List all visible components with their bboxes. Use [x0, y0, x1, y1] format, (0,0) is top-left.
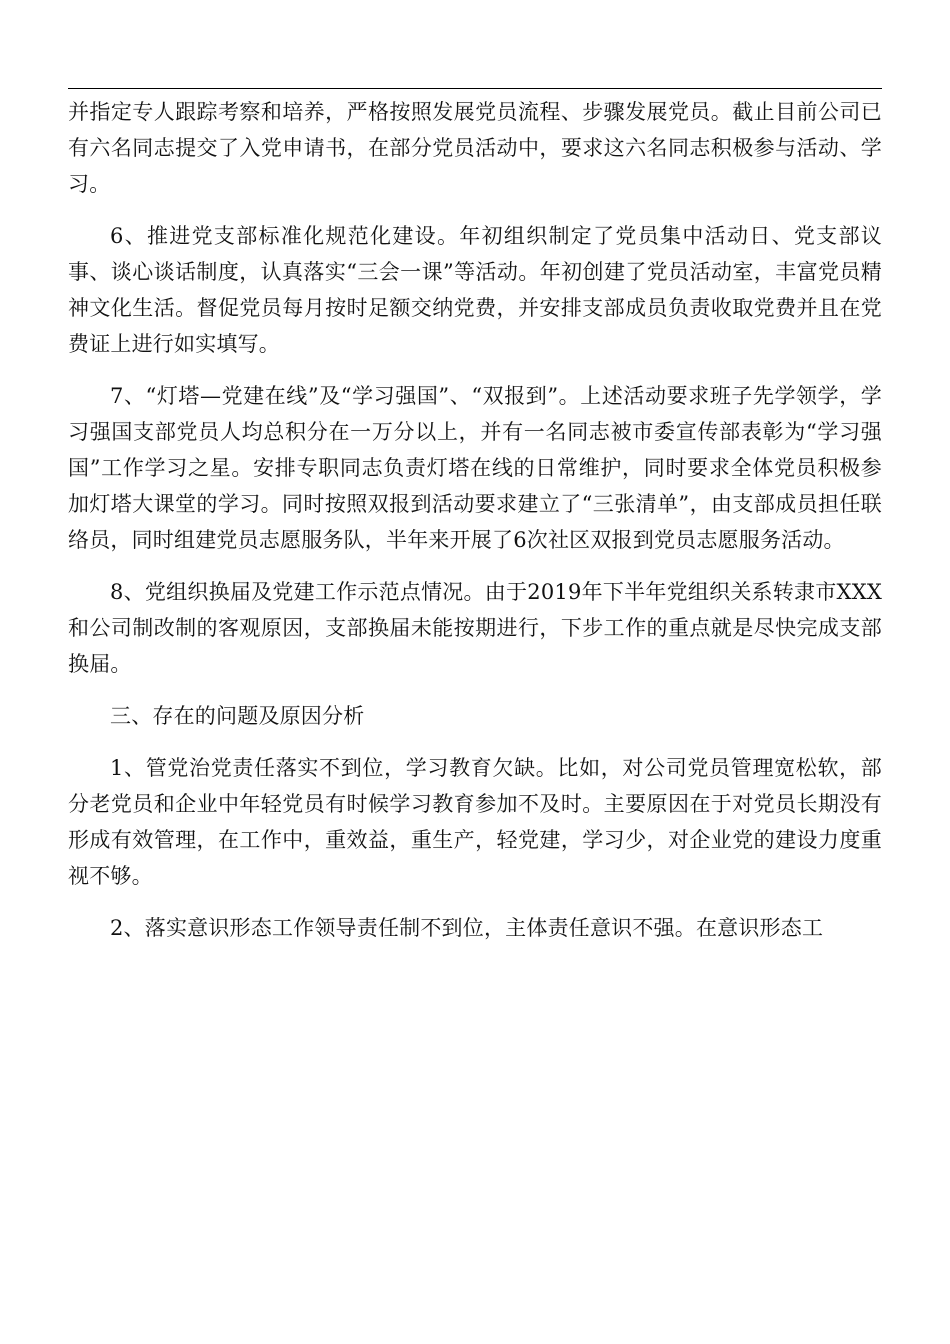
- section-heading-problems: 三、存在的问题及原因分析: [110, 704, 365, 728]
- paragraph-problem-1: 1、管党治党责任落实不到位，学习教育欠缺。比如，对公司党员管理宽松软，部分老党员和企业中年轻党员有时候学习教育参加不及时。主要原因在于对党员长期没有形成有效管理，在工作中，重效益，重生产，轻党建，学习少，对企业党的建设力度重视不够。: [68, 756, 882, 888]
- document-body: [68, 94, 882, 946]
- paragraph-problem-2: 2、落实意识形态工作领导责任制不到位，主体责任意识不强。在意识形态工: [110, 916, 824, 940]
- paragraph-item-8: 8、党组织换届及党建工作示范点情况。由于2019年下半年党组织关系转隶市XXX和公司制改制的客观原因，支部换届未能按期进行，下步工作的重点就是尽快完成支部换届。: [68, 580, 882, 676]
- paragraph-continuation: 并指定专人跟踪考察和培养，严格按照发展党员流程、步骤发展党员。截止目前公司已有六名同志提交了入党申请书，在部分党员活动中，要求这六名同志积极参与活动、学习。: [68, 100, 882, 196]
- header-rule: [68, 88, 882, 89]
- paragraph-item-6: 6、推进党支部标准化规范化建设。年初组织制定了党员集中活动日、党支部议事、谈心谈话制度，认真落实“三会一课”等活动。年初创建了党员活动室，丰富党员精神文化生活。督促党员每月按时足额交纳党费，并安排支部成员负责收取党费并且在党费证上进行如实填写。: [68, 224, 882, 356]
- paragraph-item-7: 7、“灯塔—党建在线”及“学习强国”、“双报到”。上述活动要求班子先学领学，学习强国支部党员人均总积分在一万分以上，并有一名同志被市委宣传部表彰为“学习强国”工作学习之星。安排专职同志负责灯塔在线的日常维护，同时要求全体党员积极参加灯塔大课堂的学习。同时按照双报到活动要求建立了“三张清单”，由支部成员担任联络员，同时组建党员志愿服务队，半年来开展了6次社区双报到党员志愿服务活动。: [68, 384, 882, 552]
